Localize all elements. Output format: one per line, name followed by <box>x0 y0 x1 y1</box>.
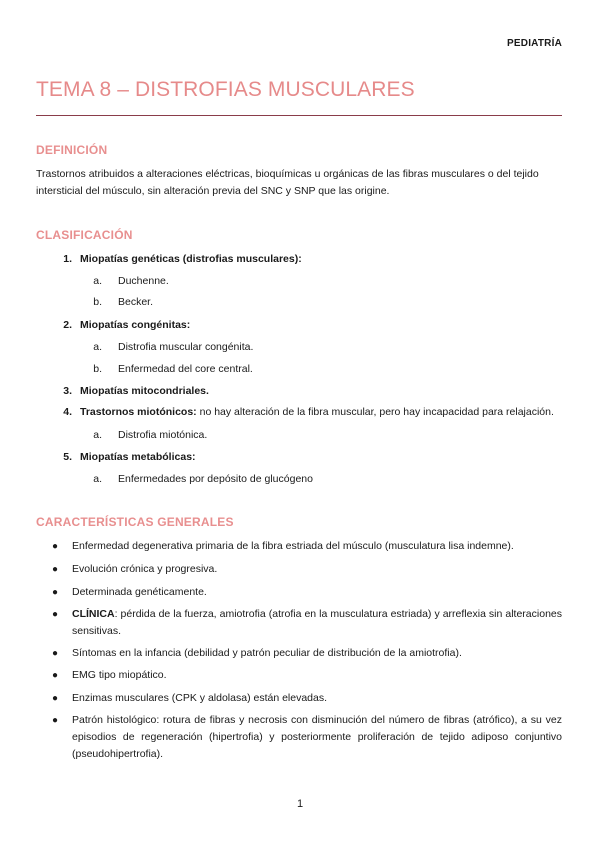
page-header-subject: PEDIATRÍA <box>507 38 562 49</box>
bullet-dot-icon: ● <box>52 587 59 598</box>
sub-letter: a. <box>93 429 102 441</box>
sub-letter: b. <box>93 363 102 375</box>
sub-text: Enfermedades por depósito de glucógeno <box>118 473 313 485</box>
sub-text: Distrofia muscular congénita. <box>118 341 254 353</box>
bullet-text: : pérdida de la fuerza, amiotrofia (atrofia en la musculatura estriada) y arreflexia sin alteraciones sensitivas. <box>72 608 562 637</box>
clasificacion-heading: CLASIFICACIÓN <box>36 228 133 242</box>
classification-item-1 <box>52 252 562 266</box>
bullet-item-2 <box>52 561 562 578</box>
item-number: 2. <box>63 319 72 331</box>
bullet-item-5 <box>52 645 562 662</box>
bullet-item-7 <box>52 690 562 707</box>
sub-item-5a <box>88 472 562 486</box>
sub-text: Duchenne. <box>118 275 169 287</box>
sub-item-2a <box>88 340 562 354</box>
bullet-dot-icon: ● <box>52 609 59 620</box>
bullet-text: Enfermedad degenerativa primaria de la fibra estriada del músculo (musculatura lisa indemne). <box>72 540 514 552</box>
bullet-dot-icon: ● <box>52 648 59 659</box>
bullet-dot-icon: ● <box>52 670 59 681</box>
item-number: 3. <box>63 385 72 397</box>
item-label: Trastornos miotónicos: <box>80 406 197 418</box>
definicion-heading: DEFINICIÓN <box>36 143 108 157</box>
sub-letter: a. <box>93 341 102 353</box>
bullet-dot-icon: ● <box>52 715 59 726</box>
sub-item-1a <box>88 274 562 288</box>
classification-item-2 <box>52 318 562 332</box>
bullet-dot-icon: ● <box>52 564 59 575</box>
sub-text: Distrofia miotónica. <box>118 429 208 441</box>
sub-letter: a. <box>93 275 102 287</box>
sub-item-1b <box>88 295 562 309</box>
bullet-text: Evolución crónica y progresiva. <box>72 563 218 575</box>
item-description: no hay alteración de la fibra muscular, pero hay incapacidad para relajación. <box>196 406 554 418</box>
item-number: 1. <box>63 253 72 265</box>
page-number: 1 <box>296 798 304 810</box>
item-number: 5. <box>63 451 72 463</box>
caracteristicas-heading: CARACTERÍSTICAS GENERALES <box>36 515 234 529</box>
bullet-item-4 <box>52 606 562 640</box>
item-label: Miopatías congénitas: <box>80 319 191 331</box>
bullet-text: EMG tipo miopático. <box>72 669 167 681</box>
bullet-text: Síntomas en la infancia (debilidad y patrón peculiar de distribución de la amiotrofia). <box>72 647 462 659</box>
bullet-item-1 <box>52 538 562 555</box>
item-label: Miopatías metabólicas: <box>80 451 196 463</box>
page-title: TEMA 8 – DISTROFIAS MUSCULARES <box>36 78 415 101</box>
sub-letter: a. <box>93 473 102 485</box>
classification-item-5 <box>52 450 562 464</box>
title-divider <box>36 115 562 116</box>
item-label: Miopatías genéticas (distrofias musculares): <box>80 253 302 265</box>
bullet-dot-icon: ● <box>52 693 59 704</box>
definicion-text: Trastornos atribuidos a alteraciones eléctricas, bioquímicas u orgánicas de las fibras musculares o del tejido intersticial del músculo, sin alteración previa del SNC y SNP que las origine. <box>36 168 539 197</box>
bullet-text: Determinada genéticamente. <box>72 586 207 598</box>
bullet-text: Enzimas musculares (CPK y aldolasa) están elevadas. <box>72 692 328 704</box>
bullet-bold-label: CLÍNICA <box>72 608 115 620</box>
bullet-item-6 <box>52 667 562 684</box>
bullet-dot-icon: ● <box>52 541 59 552</box>
classification-item-4 <box>52 405 562 419</box>
sub-item-4a <box>88 428 562 442</box>
bullet-text: Patrón histológico: rotura de fibras y necrosis con disminución del número de fibras (atrófico), a su vez episodios de regeneración (hipertrofia) y posteriormente proliferación de tejido adiposo conjuntivo (pseudohipertrofia). <box>72 714 562 760</box>
item-label: Miopatías mitocondriales. <box>80 385 209 397</box>
classification-item-3 <box>52 384 562 398</box>
bullet-item-8 <box>52 712 562 763</box>
sub-item-2b <box>88 362 562 376</box>
item-number: 4. <box>63 406 72 418</box>
sub-letter: b. <box>93 296 102 308</box>
sub-text: Becker. <box>118 296 154 308</box>
sub-text: Enfermedad del core central. <box>118 363 253 375</box>
bullet-item-3 <box>52 584 562 601</box>
